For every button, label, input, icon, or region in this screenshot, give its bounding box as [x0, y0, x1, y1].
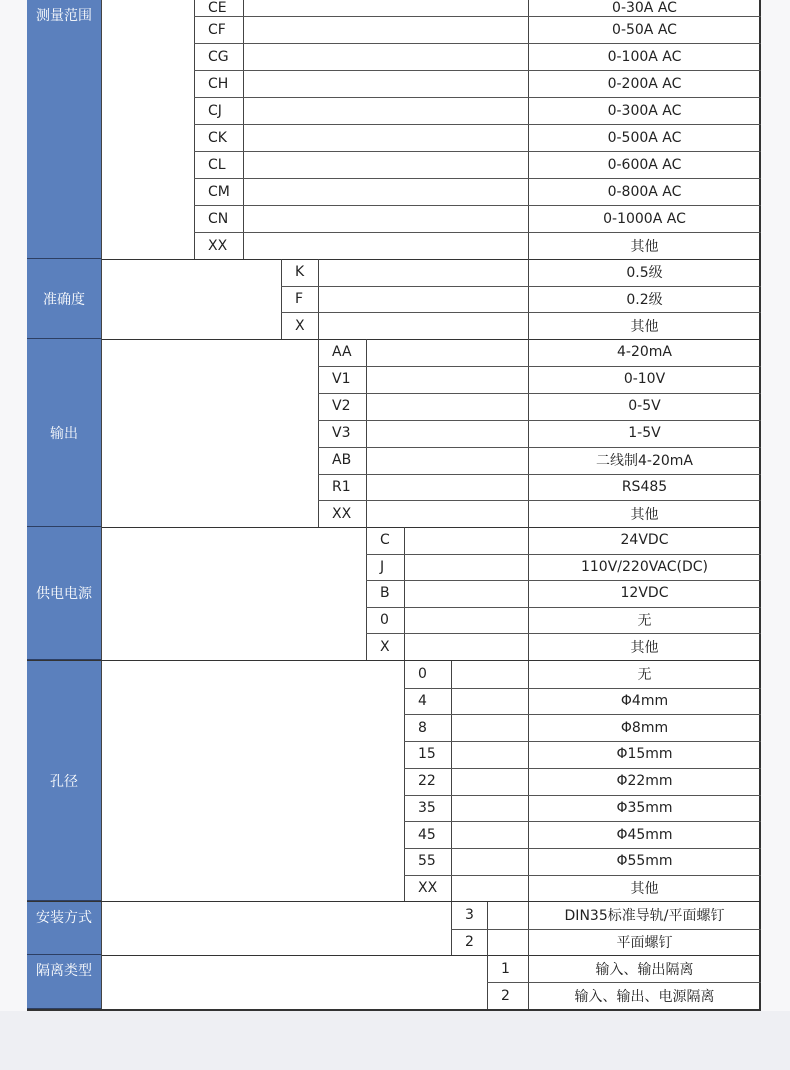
column-divider — [101, 259, 102, 339]
section-label: 安装方式 — [27, 902, 101, 955]
option-description: 0-600A AC — [607, 156, 682, 173]
option-description: Φ55mm — [616, 853, 673, 870]
option-description: 输入、输出隔离 — [595, 961, 694, 978]
option-code: CM — [208, 183, 230, 200]
option-description: Φ45mm — [616, 826, 673, 843]
option-code: 55 — [418, 853, 436, 870]
option-code: 1 — [501, 960, 510, 977]
option-code: X — [380, 638, 390, 655]
column-divider — [101, 661, 102, 901]
option-description: 其他 — [630, 639, 659, 656]
option-code: CG — [208, 48, 229, 65]
option-code: CF — [208, 21, 226, 38]
option-code: XX — [418, 879, 438, 896]
option-description: 输入、输出、电源隔离 — [574, 988, 715, 1005]
option-code: V3 — [332, 425, 351, 442]
option-description: DIN35标准导轨/平面螺钉 — [564, 908, 725, 925]
option-description: 0-1000A AC — [603, 210, 686, 227]
option-description: 110V/220VAC(DC) — [580, 558, 708, 575]
option-code: 0 — [380, 612, 389, 629]
option-code: V2 — [332, 398, 351, 415]
option-description: 其他 — [630, 318, 659, 335]
option-code: 0 — [418, 666, 427, 683]
option-description: 无 — [637, 667, 652, 684]
option-description: Φ4mm — [620, 693, 669, 710]
option-description: 其他 — [630, 238, 659, 255]
page-footer-band — [0, 1011, 790, 1070]
option-description: 二线制4-20mA — [596, 453, 693, 470]
option-code: 3 — [465, 907, 474, 924]
option-description: 其他 — [630, 880, 659, 897]
option-description: Φ35mm — [616, 799, 673, 816]
option-description: 0.5级 — [626, 265, 663, 282]
option-description: 0-300A AC — [607, 102, 682, 119]
column-divider — [101, 955, 102, 1009]
option-code: CH — [208, 75, 229, 92]
option-code: XX — [332, 505, 352, 522]
option-description: 4-20mA — [617, 344, 672, 361]
option-code: J — [380, 558, 385, 575]
option-code: B — [380, 585, 390, 602]
option-code: 15 — [418, 746, 436, 763]
option-description: Φ15mm — [616, 746, 673, 763]
section-label: 测量范围 — [27, 0, 101, 259]
option-code: AA — [332, 344, 352, 361]
section-label: 输出 — [27, 339, 101, 527]
option-code: R1 — [332, 478, 351, 495]
column-divider — [101, 902, 102, 955]
option-description: 12VDC — [620, 585, 669, 602]
option-description: RS485 — [621, 478, 668, 495]
option-description: 0-200A AC — [607, 75, 682, 92]
option-code: 35 — [418, 799, 436, 816]
option-description: Φ8mm — [620, 719, 669, 736]
option-code: C — [380, 532, 390, 549]
section-label: 供电电源 — [27, 527, 101, 660]
option-code: CE — [208, 0, 227, 16]
option-description: 0-50A AC — [612, 21, 677, 38]
option-code: K — [295, 264, 305, 281]
column-divider — [101, 0, 102, 259]
option-description: 0-30A AC — [612, 0, 677, 16]
option-code: F — [295, 291, 304, 308]
column-divider — [243, 0, 244, 259]
option-description: 0.2级 — [626, 292, 663, 309]
column-divider — [318, 259, 319, 339]
option-code: CK — [208, 129, 227, 146]
option-description: 0-800A AC — [607, 183, 682, 200]
section-label: 隔离类型 — [27, 955, 101, 1009]
column-divider — [366, 339, 367, 527]
option-description: 无 — [637, 613, 652, 630]
section-label: 孔径 — [27, 661, 101, 901]
option-description: 0-5V — [628, 398, 661, 415]
option-description: 1-5V — [628, 425, 661, 442]
option-description: 0-500A AC — [607, 129, 682, 146]
column-divider — [404, 527, 405, 660]
option-description: 0-100A AC — [607, 48, 682, 65]
option-code: X — [295, 317, 305, 334]
option-code: 2 — [465, 933, 474, 950]
option-code: XX — [208, 237, 228, 254]
option-description: 0-10V — [623, 371, 666, 388]
column-divider — [101, 527, 102, 660]
column-divider — [101, 339, 102, 527]
option-description: 其他 — [630, 506, 659, 523]
option-code: CJ — [208, 102, 222, 119]
column-divider — [451, 661, 452, 901]
option-code: AB — [332, 452, 352, 469]
section-divider — [27, 1009, 761, 1010]
option-code: 45 — [418, 826, 436, 843]
option-description: Φ22mm — [616, 773, 673, 790]
section-label: 准确度 — [27, 259, 101, 339]
option-code: 4 — [418, 693, 427, 710]
option-code: 22 — [418, 773, 436, 790]
option-code: CN — [208, 210, 229, 227]
option-description: 平面螺钉 — [616, 934, 673, 951]
option-code: CL — [208, 156, 226, 173]
option-code: 8 — [418, 719, 427, 736]
option-description: 24VDC — [620, 532, 669, 549]
option-code: 2 — [501, 987, 510, 1004]
option-code: V1 — [332, 371, 351, 388]
